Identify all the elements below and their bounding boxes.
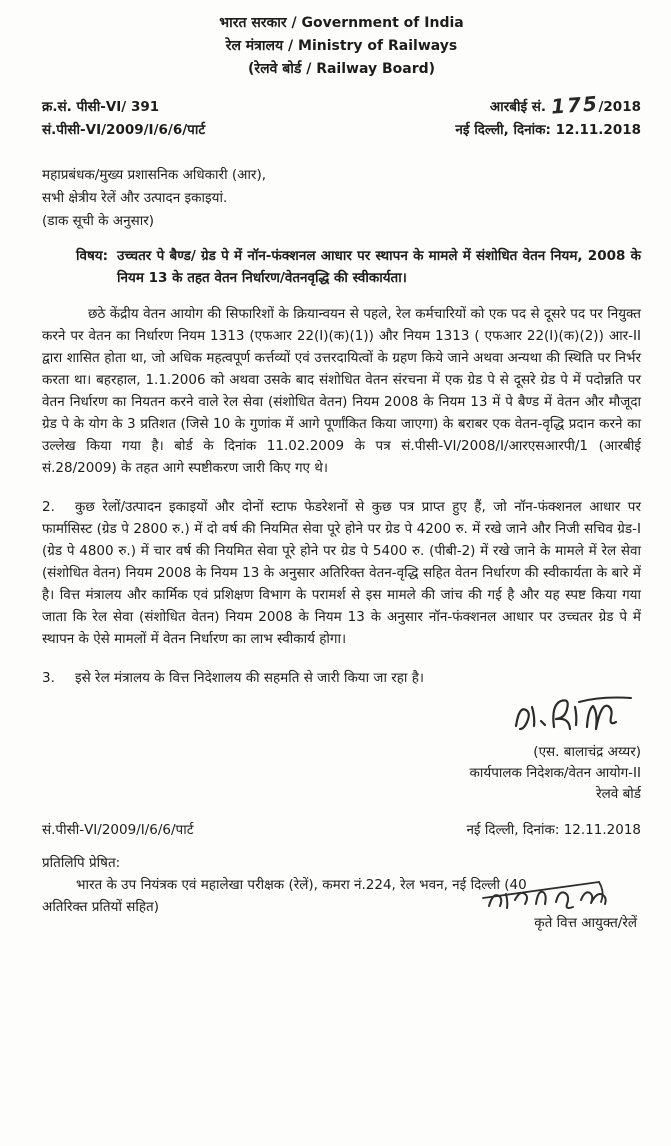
paragraph-3-text: इसे रेल मंत्रालय के वित्त निदेशालय की सहमति से जारी किया जा रहा है। xyxy=(75,670,424,686)
reference-row xyxy=(42,91,641,142)
rbe-prefix: आरबीई सं. xyxy=(489,99,551,115)
addressee-block xyxy=(42,164,641,233)
rbe-number-line xyxy=(455,91,641,119)
copy-line-1: भारत के उप नियंत्रक एवं महालेखा परीक्षक (रेलें), कमरा नं.224, रेल भवन, नई दिल्ली (40 xyxy=(76,877,527,893)
subject-block xyxy=(42,245,641,289)
place-date-line: नई दिल्ली, दिनांक: 12.11.2018 xyxy=(455,122,641,138)
paragraph-1: छठे केंद्रीय वेतन आयोग की सिफारिशों के क्रियान्वयन से पहले, रेल कर्मचारियों को एक पद से दूसरे पद पर नियुक्त करने पर वेतन का निर्धारण नियम 1313 (एफआर 22(I)(क)(1)) और नियम 1313 ( एफआर 22(I)(क)(2)) आर-II द्वारा शासित होता था, जो अधिक महत्वपूर्ण कर्त्तव्यों एवं उत्तरदायित्वों के ग्रहण किये जाने अथवा अन्यथा की स्थिति पर निर्भर करता था। बहरहाल, 1.1.2006 को अथवा उसके बाद संशोधित वेतन संरचना में एक ग्रेड पे से दूसरे ग्रेड पे में पदोन्नति पर वेतन निर्धारण का नियतन करने वाले रेल सेवा (संशोधित वेतन) नियम 2008 के नियम 13 में पे बैण्ड में वेतन और मौजूदा ग्रेड पे के योग के 3 प्रतिशत (जिसे 10 के गुणांक में आगे पूर्णांकित किया जाएगा) के बराबर एक वेतन-वृद्धि प्रदान करने का उल्लेख किया गया है। बोर्ड के दिनांक 11.02.2009 के पत्र सं.पीसी-VI/2008/I/आरएसआरपी/1 (आरबीई सं.28/2009) के तहत आगे स्पष्टीकरण जारी किए गए थे। xyxy=(42,306,641,476)
reference-left xyxy=(42,96,205,142)
for-signature-block xyxy=(42,912,641,934)
signature-scrawl-icon xyxy=(509,693,635,735)
paragraph-3 xyxy=(42,667,641,689)
copy-line-2: अतिरिक्त प्रतियों सहित) xyxy=(42,899,159,915)
serial-number: क्र.सं. पीसी-VI/ 391 xyxy=(42,99,160,115)
addressee-line-2: सभी क्षेत्रीय रेलें और उत्पादन इकाइयां. xyxy=(42,190,228,206)
countersignature-scrawl-icon xyxy=(481,876,631,916)
addressee-line-1: महाप्रबंधक/मुख्य प्रशासनिक अधिकारी (आर), xyxy=(42,167,267,183)
signature-block xyxy=(42,693,641,805)
copy-heading: प्रतिलिपि प्रेषित: xyxy=(42,855,121,871)
footer-file-number: सं.पीसी-VI/2009/I/6/6/पार्ट xyxy=(42,822,194,838)
footer-place-date: नई दिल्ली, दिनांक: 12.11.2018 xyxy=(466,822,641,838)
letterhead-government-line: भारत सरकार / Government of India xyxy=(219,15,464,31)
letterhead xyxy=(42,12,641,81)
signatory-name: (एस. बालाचंद्र अय्यर) xyxy=(533,744,641,760)
file-number: सं.पीसी-VI/2009/I/6/6/पार्ट xyxy=(42,122,206,138)
paragraph-2-text: कुछ रेलों/उत्पादन इकाइयों और दोनों स्टाफ फेडरेशनों से कुछ पत्र प्राप्त हुए हैं, जो नॉन-फंक्शनल आधार पर फार्मासिस्ट (ग्रेड पे 2800 रु.) में दो वर्ष की नियमित सेवा पूरे होने पर ग्रेड पे 4200 रु. में रखे जाने और निजी सचिव ग्रेड-I (ग्रेड पे 4800 रु.) में चार वर्ष की नियमित सेवा पूरे होने पर ग्रेड पे 5400 रु. (पीबी-2) में रखे जाने के मामले में रेल सेवा (संशोधित वेतन) नियम 2008 के नियम 13 के अनुसार अतिरिक्त वेतन-वृद्धि सहित वेतन निर्धारण की स्वीकार्यता के बारे में है। वित्त मंत्रालय और कार्मिक एवं प्रशिक्षण विभाग के परामर्श से इस मामले की जांच की गई है और यह स्पष्ट किया गया जाता कि रेल सेवा (संशोधित वेतन) नियम 2008 के नियम 13 के अनुसार नॉन-फंक्शनल आधार पर उच्चतर ग्रेड पे में स्थापन के ऐसे मामलों में वेतन निर्धारण का लाभ स्वीकार्य होगा। xyxy=(42,499,641,647)
subject-text: उच्चतर पे बैण्ड/ ग्रेड पे में नॉन-फंक्शनल आधार पर स्थापन के मामले में संशोधित वेतन नियम, 2008 के नियम 13 के तहत वेतन निर्धारण/वेतनवृद्धि की स्वीकार्यता। xyxy=(117,248,641,286)
addressee-line-3: (डाक सूची के अनुसार) xyxy=(42,213,155,229)
reference-right xyxy=(455,91,641,142)
paragraph-3-number: 3. xyxy=(42,670,55,686)
letterhead-railway-board-line: (रेलवे बोर्ड / Railway Board) xyxy=(247,61,436,77)
subject-label: विषय: xyxy=(76,248,109,264)
footer-reference-row xyxy=(42,819,641,841)
paragraph-2-number: 2. xyxy=(42,499,55,515)
rbe-number-handwritten: 175 xyxy=(550,91,600,119)
rbe-suffix: /2018 xyxy=(598,99,641,115)
paragraph-2 xyxy=(42,496,641,650)
signatory-designation: कार्यपालक निदेशक/वेतन आयोग-II xyxy=(469,765,641,781)
letterhead-ministry-line: रेल मंत्रालय / Ministry of Railways xyxy=(225,38,458,54)
signatory-organisation: रेलवे बोर्ड xyxy=(596,786,641,802)
for-finance-commissioner-label: कृते वित्त आयुक्त/रेलें xyxy=(534,915,637,931)
